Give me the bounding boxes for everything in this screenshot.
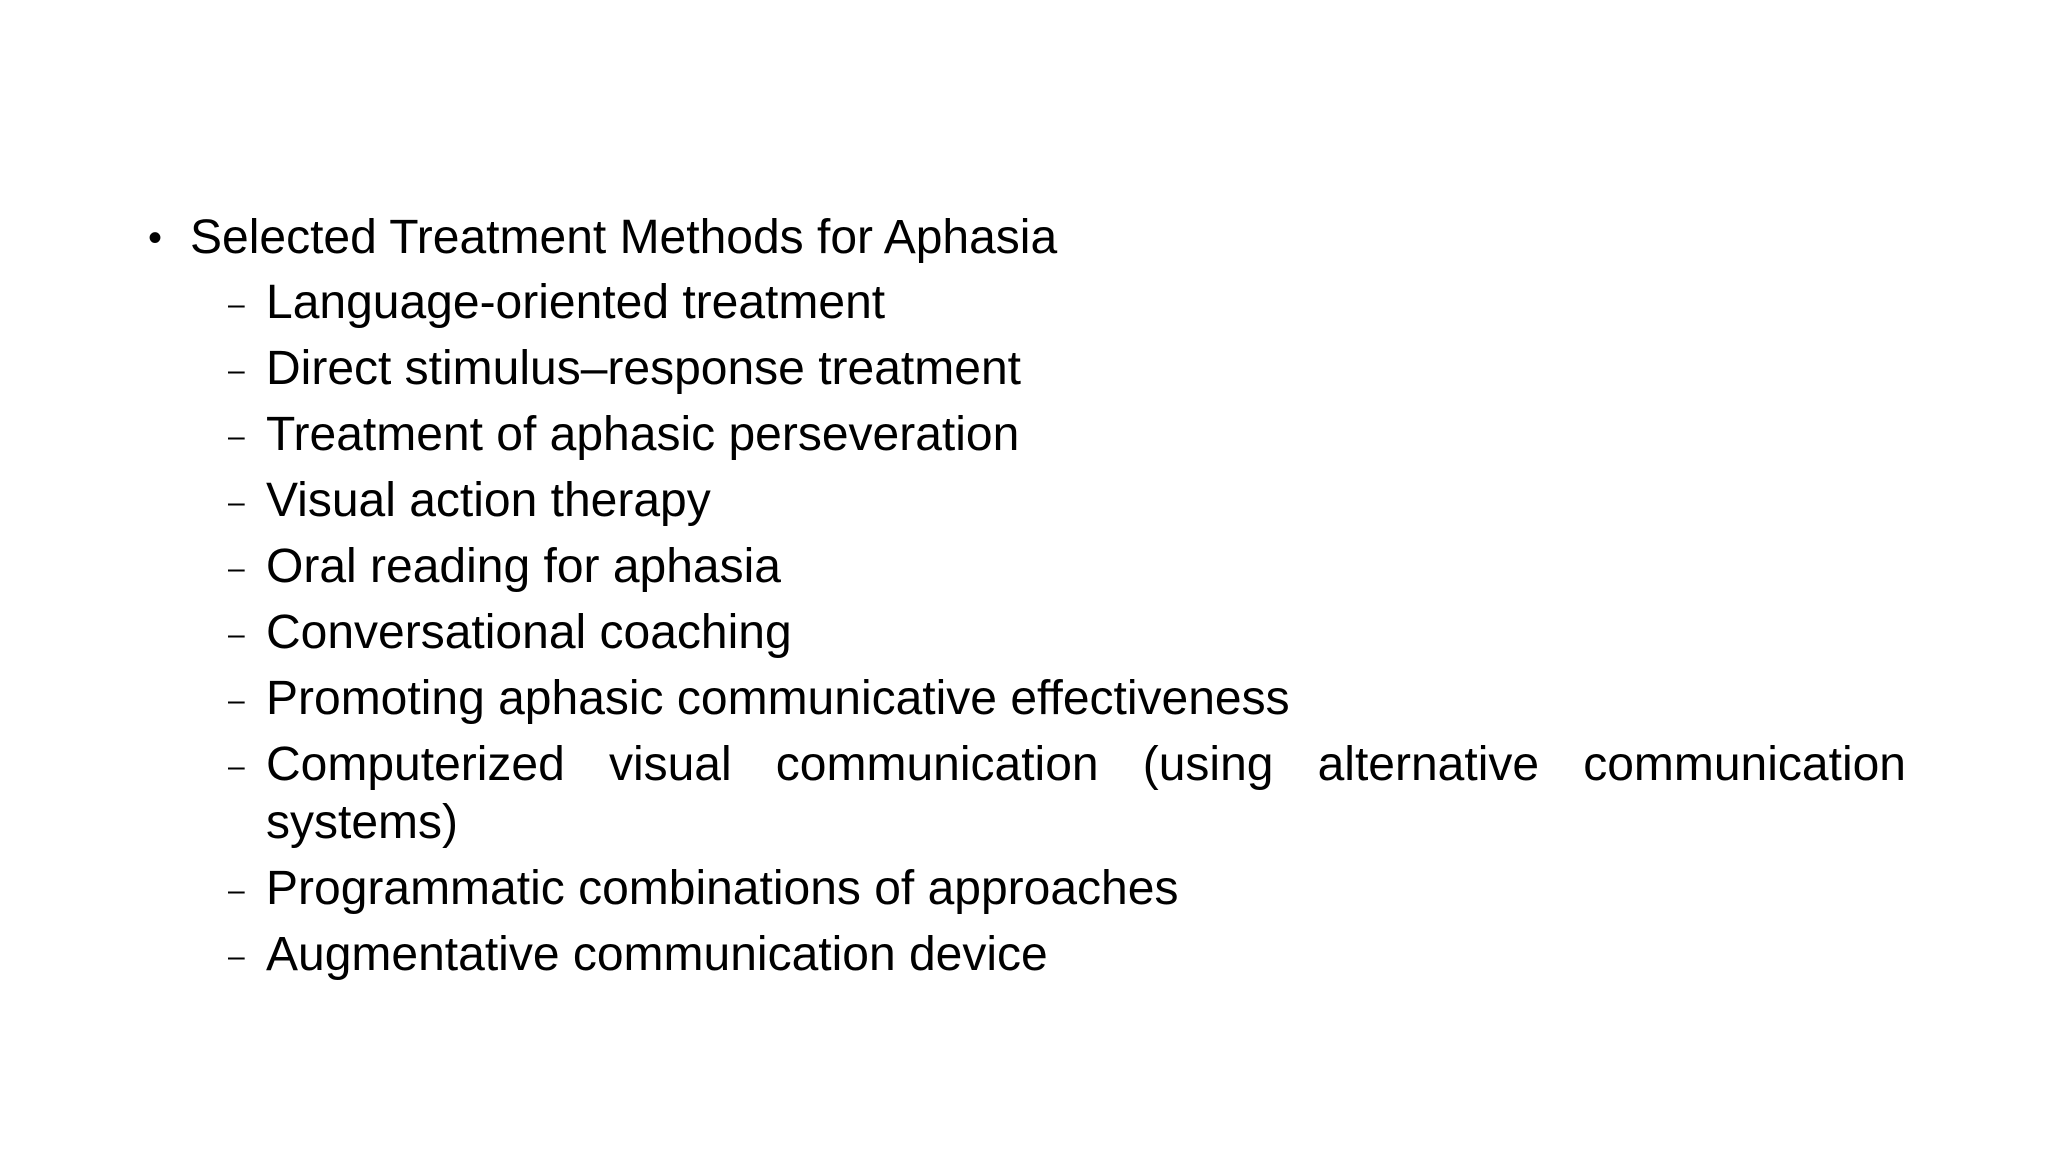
dash-marker: – <box>228 940 245 973</box>
sub-bullet-item <box>228 274 1906 332</box>
sub-bullet-text: Treatment of aphasic perseveration <box>266 408 1020 461</box>
sub-bullet-item <box>228 860 1906 918</box>
main-bullet-text: Selected Treatment Methods for Aphasia <box>190 211 1058 264</box>
dash-marker: – <box>228 750 245 783</box>
dash-marker: – <box>228 684 245 717</box>
dash-marker: – <box>228 552 245 585</box>
sub-bullet-item <box>228 926 1906 984</box>
dash-marker: – <box>228 486 245 519</box>
dash-marker: – <box>228 354 245 387</box>
sub-bullet-text: Conversational coaching <box>266 606 792 659</box>
dash-marker: – <box>228 288 245 321</box>
sub-bullet-text: Oral reading for aphasia <box>266 540 781 593</box>
dash-marker: – <box>228 618 245 651</box>
dash-marker: – <box>228 420 245 453</box>
sub-bullet-text: Programmatic combinations of approaches <box>266 862 1179 915</box>
bullet-marker: • <box>148 216 163 260</box>
sub-bullet-item <box>228 736 1906 852</box>
sub-bullet-item <box>228 406 1906 464</box>
sub-bullet-text: Language-oriented treatment <box>266 276 886 329</box>
sub-bullet-text: Augmentative communication device <box>266 928 1048 981</box>
sub-bullet-list <box>148 274 1908 984</box>
sub-bullet-item <box>228 340 1906 398</box>
sub-bullet-text: Computerized visual communication (using alternative communication systems) <box>266 738 1906 849</box>
sub-bullet-text: Direct stimulus–response treatment <box>266 342 1021 395</box>
sub-bullet-item <box>228 604 1906 662</box>
slide-content <box>148 208 1908 992</box>
dash-marker: – <box>228 874 245 907</box>
sub-bullet-item <box>228 670 1906 728</box>
sub-bullet-text: Promoting aphasic communicative effectiveness <box>266 672 1290 725</box>
sub-bullet-item <box>228 472 1906 530</box>
sub-bullet-item <box>228 538 1906 596</box>
sub-bullet-text: Visual action therapy <box>266 474 711 527</box>
main-bullet-item <box>148 208 1908 268</box>
